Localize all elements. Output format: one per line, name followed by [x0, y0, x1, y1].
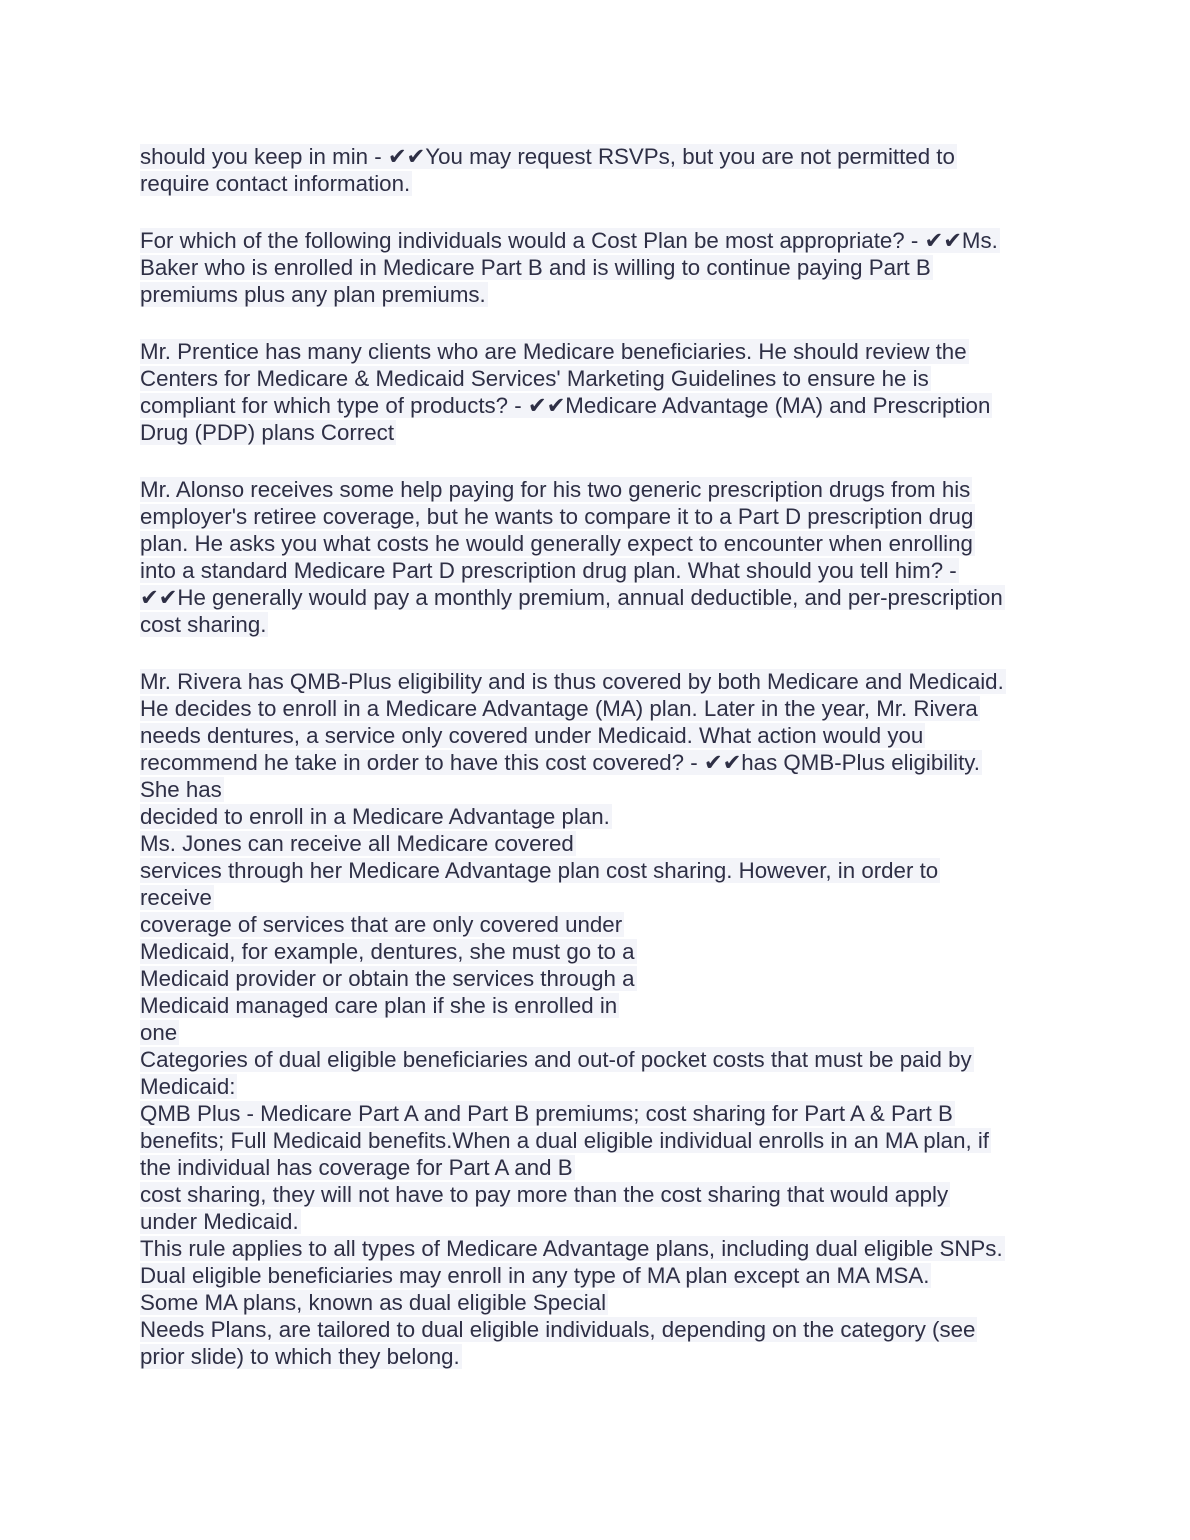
- text-line: Needs Plans, are tailored to dual eligible individuals, depending on the category (see: [140, 1317, 976, 1342]
- text-line: QMB Plus - Medicare Part A and Part B premiums; cost sharing for Part A & Part B: [140, 1101, 953, 1126]
- text-line: Mr. Alonso receives some help paying for his two generic prescription drugs from his: [140, 477, 971, 502]
- text-line: This rule applies to all types of Medicare Advantage plans, including dual eligible SNPs.: [140, 1236, 1003, 1261]
- qa-cost-plan: [140, 227, 1060, 308]
- text-line: cost sharing, they will not have to pay more than the cost sharing that would apply: [140, 1182, 949, 1207]
- text-line: Dual eligible beneficiaries may enroll in any type of MA plan except an MA MSA.: [140, 1263, 930, 1288]
- text-line: Drug (PDP) plans Correct: [140, 420, 395, 445]
- text-line: services through her Medicare Advantage plan cost sharing. However, in order to: [140, 858, 939, 883]
- text-line: coverage of services that are only covered under: [140, 912, 623, 937]
- text-line: needs dentures, a service only covered under Medicaid. What action would you: [140, 723, 924, 748]
- text-line: Mr. Prentice has many clients who are Medicare beneficiaries. He should review the: [140, 339, 967, 364]
- text-line: Baker who is enrolled in Medicare Part B and is willing to continue paying Part B: [140, 255, 931, 280]
- text-line: premiums plus any plan premiums.: [140, 282, 486, 307]
- text-line: benefits; Full Medicaid benefits.When a dual eligible individual enrolls in an MA plan, if: [140, 1128, 990, 1153]
- text-line: Some MA plans, known as dual eligible Special: [140, 1290, 607, 1315]
- text-line: He decides to enroll in a Medicare Advantage (MA) plan. Later in the year, Mr. Rivera: [140, 696, 978, 721]
- qa-marketing-guidelines: [140, 338, 1060, 446]
- text-line: Centers for Medicare & Medicaid Services' Marketing Guidelines to ensure he is: [140, 366, 929, 391]
- text-line: employer's retiree coverage, but he wants to compare it to a Part D prescription drug: [140, 504, 974, 529]
- text-line: compliant for which type of products? - ✔✔Medicare Advantage (MA) and Prescription: [140, 393, 991, 418]
- text-line: For which of the following individuals would a Cost Plan be most appropriate? - ✔✔Ms.: [140, 228, 998, 253]
- text-line: She has: [140, 777, 222, 802]
- text-line: cost sharing.: [140, 612, 267, 637]
- text-line: require contact information.: [140, 171, 411, 196]
- text-line: receive: [140, 885, 212, 910]
- text-line: Medicaid, for example, dentures, she must go to a: [140, 939, 635, 964]
- text-line: Medicaid provider or obtain the services through a: [140, 966, 635, 991]
- text-line: the individual has coverage for Part A and B: [140, 1155, 573, 1180]
- text-line: ✔✔He generally would pay a monthly premium, annual deductible, and per-prescription: [140, 585, 1003, 610]
- text-line: under Medicaid.: [140, 1209, 299, 1234]
- text-line: Medicaid managed care plan if she is enrolled in: [140, 993, 618, 1018]
- text-line: Mr. Rivera has QMB-Plus eligibility and is thus covered by both Medicare and Medicaid.: [140, 669, 1004, 694]
- text-line: recommend he take in order to have this cost covered? - ✔✔has QMB-Plus eligibility.: [140, 750, 980, 775]
- qa-rsvp: [140, 143, 1060, 197]
- qa-qmb-plus: [140, 668, 1060, 1370]
- text-line: decided to enroll in a Medicare Advantage plan.: [140, 804, 610, 829]
- text-line: one: [140, 1020, 178, 1045]
- qa-part-d-costs: [140, 476, 1060, 638]
- text-line: prior slide) to which they belong.: [140, 1344, 460, 1369]
- text-line: Ms. Jones can receive all Medicare covered: [140, 831, 574, 856]
- text-line: should you keep in min - ✔✔You may request RSVPs, but you are not permitted to: [140, 144, 955, 169]
- text-line: Medicaid:: [140, 1074, 236, 1099]
- text-line: Categories of dual eligible beneficiaries and out-of pocket costs that must be paid by: [140, 1047, 972, 1072]
- text-line: into a standard Medicare Part D prescription drug plan. What should you tell him? -: [140, 558, 957, 583]
- text-line: plan. He asks you what costs he would generally expect to encounter when enrolling: [140, 531, 973, 556]
- document-page: [140, 143, 1060, 1370]
